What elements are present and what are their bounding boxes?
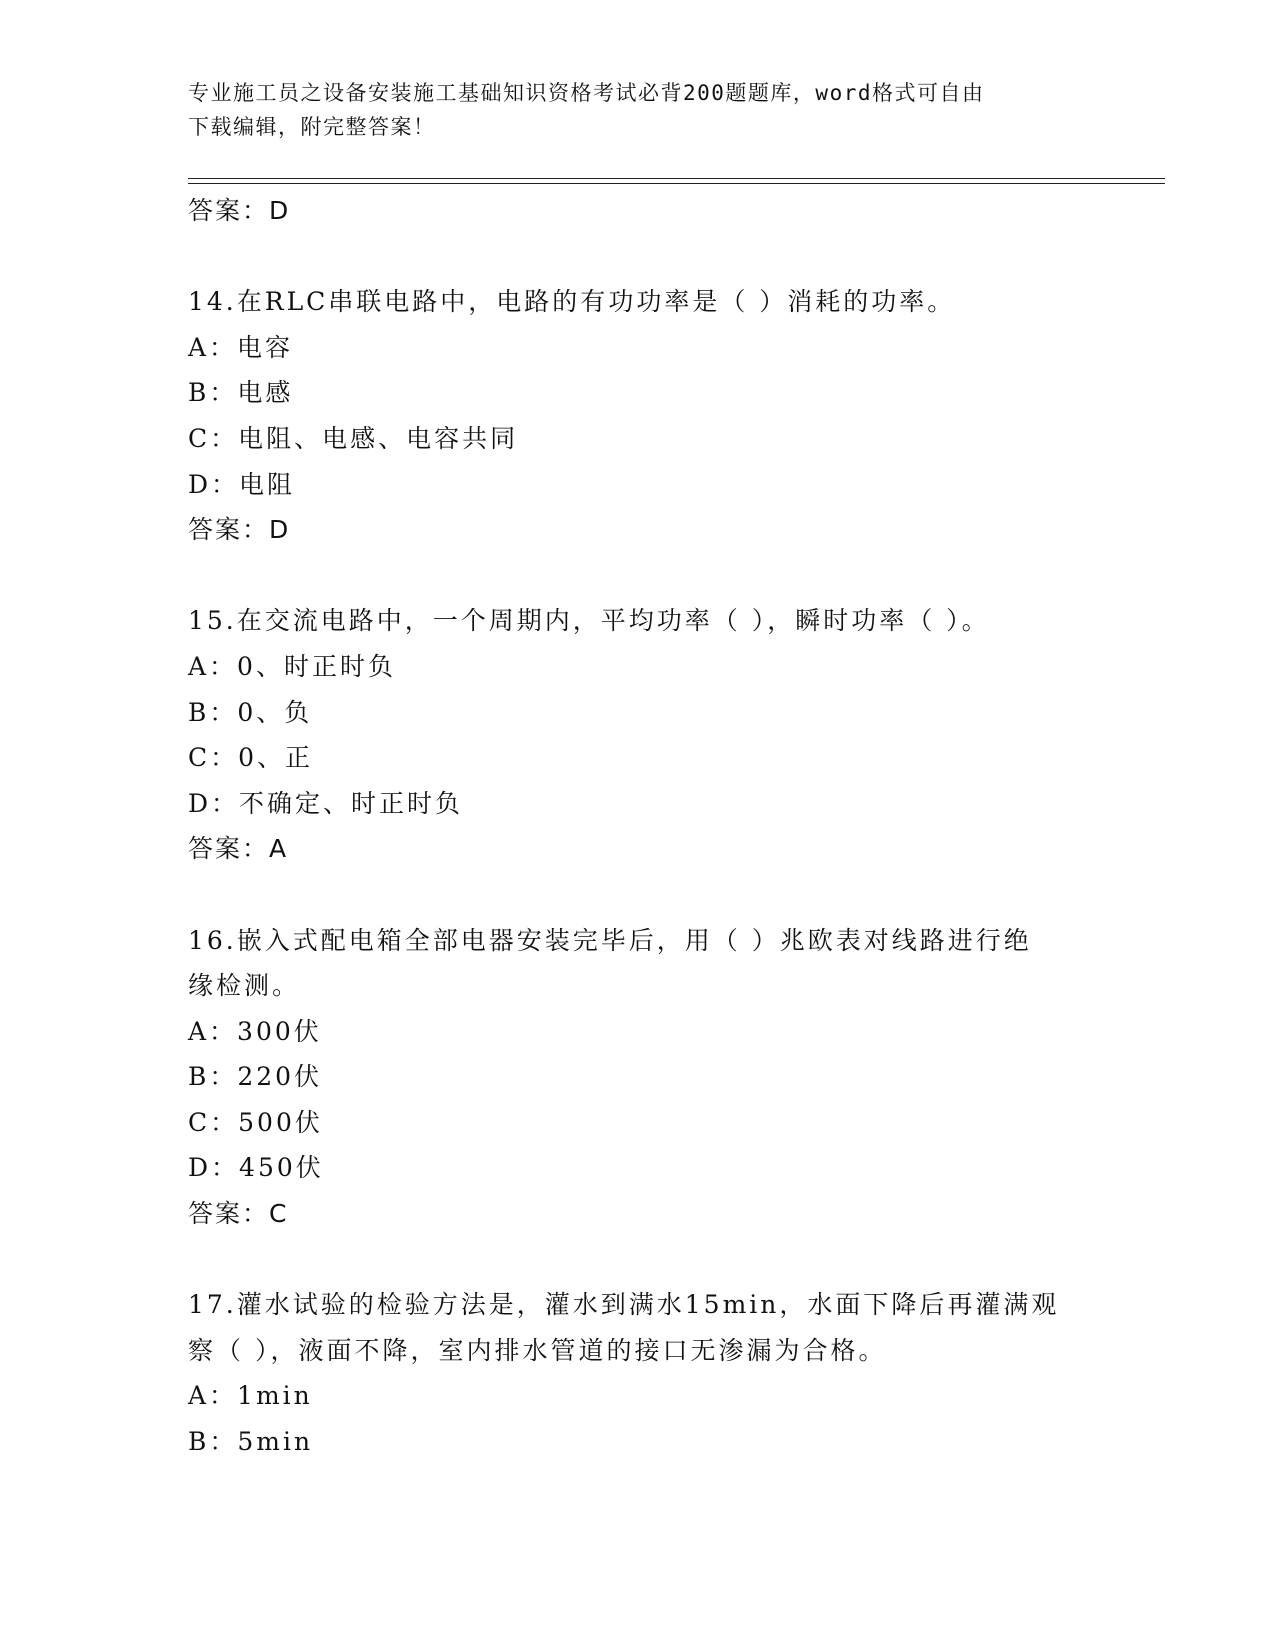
question-stem: 14.在RLC串联电路中，电路的有功功率是（ ）消耗的功率。	[188, 287, 956, 317]
header-line-1: 专业施工员之设备安装施工基础知识资格考试必背200题题库，word格式可自由	[188, 81, 985, 105]
header-divider-top	[188, 178, 1165, 179]
option-item: D：450伏	[188, 1153, 324, 1183]
option-item: A：电容	[188, 332, 294, 362]
question-stem: 17.灌水试验的检验方法是，灌水到满水15min，水面下降后再灌满观	[188, 1290, 1060, 1320]
header-line-2: 下载编辑，附完整答案！	[188, 115, 436, 139]
option-item: D：电阻	[188, 469, 296, 499]
question-block	[188, 279, 1088, 553]
option-item: B：220伏	[188, 1062, 323, 1092]
document-body	[188, 188, 1088, 1465]
question-block	[188, 918, 1088, 1237]
option-item: D：不确定、时正时负	[188, 788, 464, 818]
option-item: C：电阻、电感、电容共同	[188, 423, 519, 453]
header-divider-bottom	[188, 183, 1165, 184]
answer-line: 答案：D	[188, 196, 291, 225]
option-item: B：电感	[188, 378, 294, 408]
option-item: B：5min	[188, 1427, 314, 1457]
question-stem-continued: 察（ ），液面不降，室内排水管道的接口无渗漏为合格。	[188, 1335, 887, 1365]
question-block	[188, 598, 1088, 872]
option-item: B：0、负	[188, 697, 313, 727]
question-stem: 16.嵌入式配电箱全部电器安装完毕后，用（ ）兆欧表对线路进行绝	[188, 925, 1032, 955]
option-item: A：300伏	[188, 1016, 322, 1046]
answer-line: 答案：A	[188, 834, 289, 864]
answer-line: 答案：C	[188, 1199, 289, 1229]
option-item: C：0、正	[188, 743, 314, 773]
question-stem: 15.在交流电路中，一个周期内，平均功率（ ），瞬时功率（ ）。	[188, 606, 990, 636]
question-stem-continued: 缘检测。	[188, 971, 301, 1001]
document-header	[188, 76, 1088, 144]
option-item: A：0、时正时负	[188, 651, 396, 681]
question-block	[188, 1282, 1088, 1464]
answer-line: 答案：D	[188, 515, 291, 545]
option-item: A：1min	[188, 1381, 313, 1411]
option-item: C：500伏	[188, 1107, 323, 1137]
